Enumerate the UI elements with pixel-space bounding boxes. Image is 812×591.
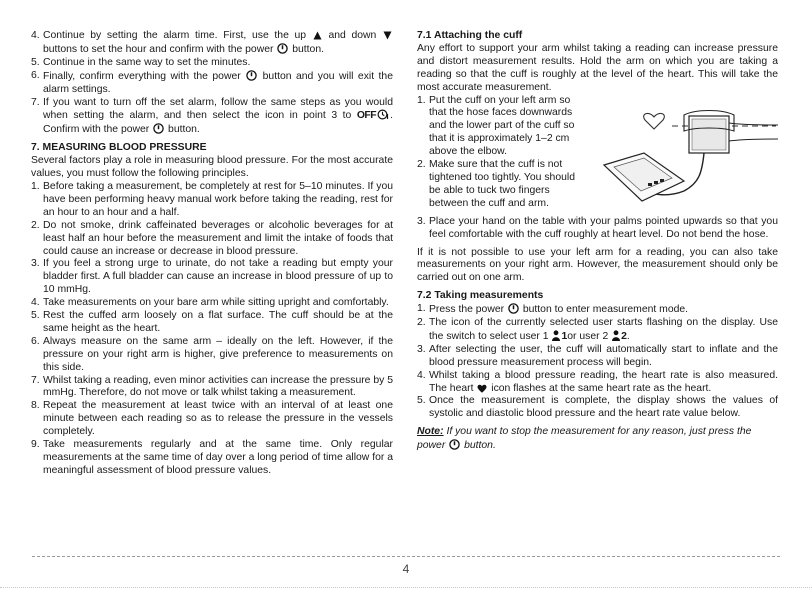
measure-step-1: 1. Press the power button to enter measurement mode. bbox=[417, 303, 689, 316]
cuff-illustration bbox=[584, 103, 778, 207]
power-icon bbox=[277, 43, 288, 54]
principle-item: 5. Rest the cuffed arm loosely on a flat surface. The cuff should be at the same height as the heart. bbox=[31, 310, 393, 334]
alarm-off-indicator: OFF bbox=[356, 110, 377, 122]
section-intro: Several factors play a role in measuring blood pressure. For the most accurate values, you must follow the following principles. bbox=[31, 155, 393, 180]
principle-item: 1. Before taking a measurement, be completely at rest for 5–10 minutes. If you have been performing heavy manual work before taking the reading, rest for an hour to an hour and a half. bbox=[31, 180, 393, 218]
footer-divider bbox=[32, 556, 780, 557]
principle-item: 8. Repeat the measurement at least twice with an interval of at least one minute between each reading so as to release the pressure in the vessels completely. bbox=[31, 400, 393, 438]
measurement-subheading: 7.2 Taking measurements bbox=[417, 290, 544, 302]
cuff-subheading: 7.1 Attaching the cuff bbox=[417, 30, 523, 41]
user-icon bbox=[612, 330, 620, 341]
alarm-step-4: 4. Continue by setting the alarm time. First, use the up and down buttons to set the hour and confirm with the power button. bbox=[31, 30, 393, 57]
alarm-clock-icon bbox=[377, 109, 389, 120]
down-arrow-icon bbox=[383, 31, 392, 40]
power-icon bbox=[246, 70, 257, 81]
section-title: 7. MEASURING BLOOD PRESSURE bbox=[31, 142, 207, 154]
right-arm-note: If it is not possible to use your left arm for a reading, you can also take measurements on your right arm. However, the measurement should only be carried out on one arm. bbox=[417, 246, 778, 284]
user-2-label: 2 bbox=[621, 330, 627, 342]
measure-step-4: 4. Whilst taking a blood pressure reading, the heart rate is also measured. The heart icon flashes at the same heart rate as the heart. bbox=[417, 369, 778, 394]
heart-icon bbox=[477, 384, 487, 393]
measure-step-5: 5. Once the measurement is complete, the display shows the values of systolic and diastolic blood pressure and the heart rate value below. bbox=[417, 395, 778, 420]
cuff-step-3: 3. Place your hand on the table with your palms pointed upwards so that you feel comfortable with the cuff roughly at heart level. Do not bend the hose. bbox=[417, 215, 778, 240]
power-icon bbox=[153, 123, 164, 134]
stop-note: Note: If you want to stop the measurement for any reason, just press the power button. bbox=[417, 426, 752, 452]
user-1-label: 1 bbox=[561, 330, 568, 342]
principle-item: 4. Take measurements on your bare arm while sitting upright and comfortably. bbox=[31, 297, 389, 309]
principle-item: 7. Whilst taking a reading, even minor activities can increase the pressure by 5 mmHg. Therefore, do not move or talk whilst taking a measurement. bbox=[31, 374, 393, 399]
principle-item: 3. If you feel a strong urge to urinate, do not take a reading but empty your bladder first. A full bladder can cause an increase in blood pressure of up to 10 mmHg. bbox=[31, 258, 393, 296]
principle-item: 9. Take measurements regularly and at the same time. Only regular measurements at the same time of day over a long period of time allow for a meaningful assessment of blood pressure values. bbox=[31, 439, 393, 476]
left-column bbox=[31, 30, 393, 478]
user-icon bbox=[552, 330, 560, 341]
principle-item: 2. Do not smoke, drink caffeinated beverages or alcoholic beverages for at least half an hour before the measurement and limit the intake of foods that could cause an increase or decrease in blood pressure. bbox=[31, 219, 393, 257]
alarm-step-5: 5. Continue in the same way to set the minutes. bbox=[31, 56, 251, 68]
principles-list bbox=[31, 181, 393, 478]
measure-step-3: 3. After selecting the user, the cuff will automatically start to inflate and the blood pressure measurement process will begin. bbox=[417, 343, 778, 368]
up-arrow-icon bbox=[313, 31, 322, 40]
cuff-step-2: 2. Make sure that the cuff is not tightened too tightly. You should be able to tuck two fingers between the cuff and arm. bbox=[417, 159, 575, 209]
alarm-step-7: 7. If you want to turn off the set alarm, follow the same steps as you would when setting the alarm, and then select the icon in point 3 to OFF . Confirm with the power button. bbox=[31, 96, 393, 136]
principle-item: 6. Always measure on the same arm – ideally on the left. However, if the pressure on your right arm is higher, give preference to measurements on this side. bbox=[31, 335, 393, 373]
page-edge bbox=[0, 587, 812, 588]
page-number: 4 bbox=[402, 562, 410, 576]
alarm-step-6: 6. Finally, confirm everything with the power button and you will exit the alarm settings. bbox=[31, 69, 393, 95]
cuff-step-1: 1. Put the cuff on your left arm so that the hose faces downwards and the lower part of the cuff so that it is approximately 1–2 cm above the elbow. bbox=[417, 94, 575, 158]
right-column bbox=[417, 30, 778, 453]
measure-step-2: 2. The icon of the currently selected user starts flashing on the display. Use the switch to select user 1 1or user 2 2. bbox=[417, 317, 778, 342]
power-icon bbox=[508, 303, 519, 314]
cuff-intro: Any effort to support your arm whilst taking a reading can increase pressure and distort measurement results. Hold the arm on which you are taking a reading so that the cuff is roughly at the level of the heart. This will take the most accurate measurement. bbox=[417, 42, 778, 93]
power-icon bbox=[449, 439, 460, 450]
